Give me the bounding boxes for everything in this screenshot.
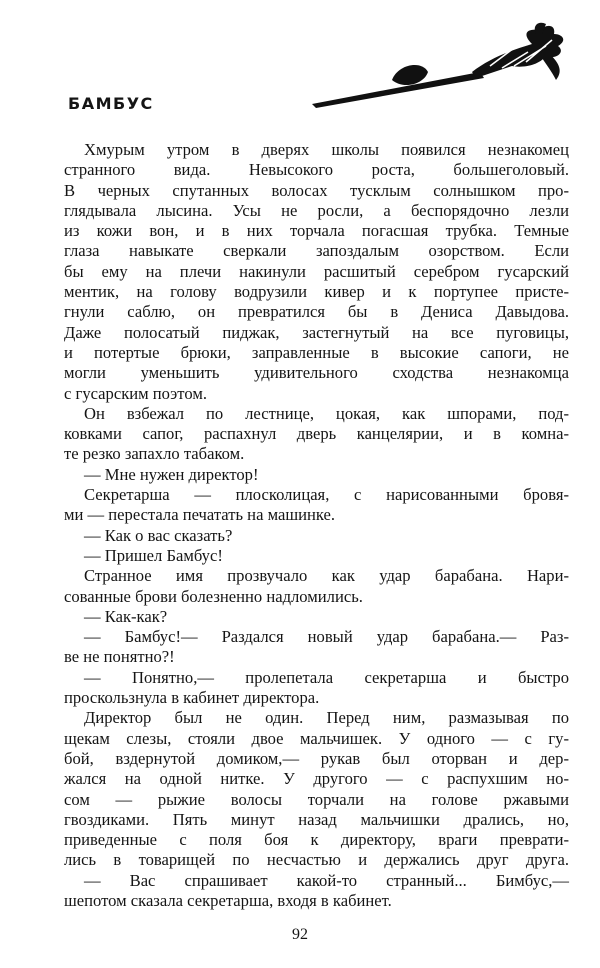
text-line: Директор был не один. Перед ним, размазывая по [84,708,569,728]
body-text [64,140,569,911]
feather-tip [542,52,560,80]
paragraph [64,566,569,607]
text-line: сом — рыжие волосы торчали на голове ржавыми [64,789,569,809]
paragraph [64,708,569,870]
paragraph [64,140,569,404]
text-line: В черных спутанных волосах тусклым солнышком про- [64,180,569,200]
text-line: Он взбежал по лестнице, цокая, как шпорами, под- [84,403,569,423]
paragraph [64,465,569,485]
paragraph [64,627,569,668]
paragraph [64,485,569,526]
text-line: — Как-как? [84,606,168,626]
text-line: ми — перестала печатать на машинке. [64,505,336,525]
text-line: — Мне нужен директор! [84,464,259,484]
pipe-bowl [392,65,428,85]
text-line: — Вас спрашивает какой-то странный... Бимбус,— [84,870,569,890]
text-line: из кожи вон, и в них торчала погасшая трубка. Темные [64,221,569,241]
text-line: ментик, на голову водрузили кивер и к портупее присте- [64,282,569,302]
pipe-illustration [300,22,580,122]
feather-plume [472,26,563,78]
text-line: — Как о вас сказать? [84,525,233,545]
text-line: могли уменьшить удивительного сходства незнакомца [64,363,569,383]
text-line: гнули саблю, он превратился бы в Дениса Давыдова. [64,302,569,322]
text-line: жался на одной нитке. У другого — с распухшим но- [64,769,569,789]
text-line: ковками сапог, распахнул дверь канцелярии, и в комна- [64,424,569,444]
paragraph [64,404,569,465]
text-line: бой, вздернутой домиком,— рукав был оторван и дер- [64,748,569,768]
text-line: Секретарша — плосколицая, с нарисованными бровя- [84,485,569,505]
text-line: — Пришел Бамбус! [84,545,223,565]
text-line: бы ему на плечи накинули расшитый серебром гусарский [64,261,569,281]
text-line: лись в товарищей по несчастью и держались друг друга. [64,850,569,870]
paragraph [64,871,569,912]
paragraph [64,546,569,566]
text-line: те резко запахло табаком. [64,444,245,464]
text-line: и потертые брюки, заправленные в высокие сапоги, не [64,342,569,362]
text-line: Даже полосатый пиджак, застегнутый на все пуговицы, [64,322,569,342]
text-line: щекам слезы, стояли двое мальчишек. У одного — с гу- [64,728,569,748]
text-line: странного вида. Невысокого роста, большеголовый. [64,160,569,180]
text-line: глядывала лысина. Усы не росли, а беспорядочно лезли [64,200,569,220]
text-line: сованные брови болезненно надломились. [64,586,363,606]
text-line: проскользнула в кабинет директора. [64,688,320,708]
chapter-title: БАМБУС [68,94,154,113]
text-line: Странное имя прозвучало как удар барабана. Нари- [84,566,569,586]
text-line: Хмурым утром в дверях школы появился незнакомец [84,140,569,159]
paragraph [64,526,569,546]
text-line: приведенные с поля боя к директору, враги преврати- [64,830,569,850]
paragraph [64,668,569,709]
text-line: гвоздиками. Пять минут назад мальчишки дрались, но, [64,809,569,829]
text-line: шепотом сказала секретарша, входя в кабинет. [64,890,392,910]
text-line: — Понятно,— пролепетала секретарша и быстро [84,667,569,687]
text-line: с гусарским поэтом. [64,383,207,403]
page-number: 92 [292,926,308,943]
text-line: — Бамбус!— Раздался новый удар барабана.— Раз- [84,627,569,647]
text-line: ве не понятно?! [64,647,175,667]
text-line: глаза навыкате сверкали запоздалым озорством. Если [64,241,569,261]
paragraph [64,607,569,627]
